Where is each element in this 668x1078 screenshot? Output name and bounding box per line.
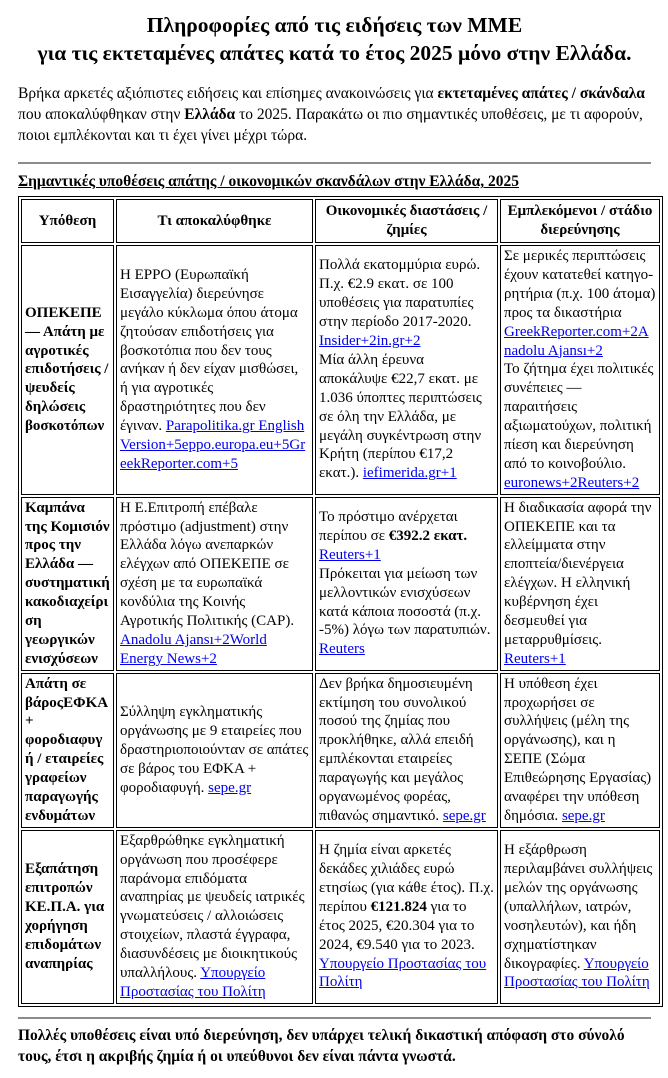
table-header bbox=[21, 199, 660, 243]
page-title-line1: Πληροφορίες από τις ειδήσεις των ΜΜΕ bbox=[146, 13, 523, 37]
table-body bbox=[21, 245, 660, 1004]
source-link[interactable]: Υπουργείο Προστασίας του Πολίτη bbox=[504, 955, 650, 991]
table-header-row bbox=[21, 199, 660, 243]
financial-cell bbox=[315, 830, 498, 1004]
cell-text: Σύλληψη εγκληματικής οργάνωσης με 9 εταιρείες που δραστηριοποιούνταν σε απάτες σε βάρος του ΕΦΚΑ + φοροδιαφυγή. bbox=[120, 703, 309, 796]
source-link[interactable]: sepe.gr bbox=[208, 779, 252, 796]
source-link[interactable]: sepe.gr bbox=[561, 807, 605, 824]
intro-text: που αποκαλύφθηκαν στην bbox=[18, 106, 185, 124]
table-row bbox=[21, 673, 660, 828]
case-cell: Εξαπάτηση επιτροπών ΚΕ.Π.Α. για χορήγηση επιδομάτων αναπηρίας bbox=[21, 830, 114, 1004]
cell-text: Το πρόστιμο ανέρχεται περίπου σε bbox=[319, 509, 458, 544]
cell-text: Η διαδικασία αφορά την ΟΠΕΚΕΠΕ και τα ελλείμματα στην εποπτεία/διενέργεια ελέγχων. Η ελληνική κυβέρνηση έχει δεσμευθεί για μεταρρυθμίσεις. bbox=[504, 499, 652, 648]
source-link[interactable]: Reuters+1 bbox=[504, 650, 566, 667]
cell-text: για το έτος 2025, €20.304 για το 2024, €9.540 για το 2023. bbox=[319, 898, 475, 953]
case-cell: ΟΠΕΚΕΠΕ — Απάτη με αγροτικές επιδοτήσεις / ψευδείς δηλώσεις βοσκοτόπων bbox=[21, 245, 114, 495]
source-link[interactable]: Reuters+1 bbox=[319, 546, 381, 563]
source-link[interactable]: euronews+2Reuters+2 bbox=[504, 474, 640, 491]
involved-cell bbox=[500, 245, 660, 495]
source-link[interactable]: Anadolu Ajansı+2World Energy News+2 bbox=[120, 631, 267, 667]
cell-text: Η EPPO (Ευρωπαϊκή Εισαγγελία) διερεύνησε μεγάλο κύκλωμα όπου άτομα ζητούσαν επιδοτήσεις για βοσκοτόπια που δεν τους ανήκαν ή δεν είχαν μισθώσει, ή για αγροτικές δραστηριότητες που δεν έγιναν. bbox=[120, 266, 299, 435]
involved-cell bbox=[500, 497, 660, 671]
cell-text: Η εξάρθρωση περιλαμβάνει συλλήψεις μελών της οργάνωσης (υπαλλήλων, ιατρών, νοσηλευτών), και ήδη σχηματίστηκαν δικογραφίες. bbox=[504, 842, 653, 972]
cell-text: Δεν βρήκα δημοσιευμένη εκτίμηση του συνολικού ποσού της ζημίας που προκλήθηκε, αλλά επειδή εμπλέκονται εταιρείες παραγωγής και μεγάλος οργανωμένος φορέας, πιθανώς σημαντικό. bbox=[319, 675, 474, 824]
header-cell-financial: Οικονομικές διαστάσεις / ζημίες bbox=[315, 199, 498, 243]
financial-cell bbox=[315, 497, 498, 671]
intro-text: Βρήκα αρκετές αξιόπιστες ειδήσεις και επίσημες ανακοινώσεις για bbox=[18, 85, 438, 103]
source-link[interactable]: GreekReporter.com+2Anadolu Ajansı+2 bbox=[504, 323, 649, 359]
bottom-divider bbox=[18, 1017, 651, 1019]
intro-paragraph bbox=[18, 83, 651, 146]
source-link[interactable]: Reuters bbox=[319, 641, 365, 658]
source-link[interactable]: iefimerida.gr+1 bbox=[362, 465, 457, 482]
financial-cell bbox=[315, 245, 498, 495]
involved-cell bbox=[500, 830, 660, 1004]
case-cell: Απάτη σε βάροςΕΦΚΑ+ φοροδιαφυγή / εταιρείες γραφείων παραγωγής ενδυμάτων bbox=[21, 673, 114, 828]
cell-text: Σε μερικές περιπτώσεις έχουν κατατεθεί κατηγο-ρητήρια (π.χ. 100 άτομα) προς τα δικαστήρια bbox=[504, 248, 656, 321]
cell-text: Το ζήτημα έχει πολιτικές συνέπειες — παραιτήσεις αξιωματούχων, πολιτική πίεση και διερεύνηση από το κοινοβούλιο. bbox=[504, 361, 654, 472]
intro-text: το 2025. Παρακάτω οι πιο σημαντικές υποθέσεις, με τι αφορούν, ποιοι εμπλέκονται και τι έχει γίνει μέχρι τώρα. bbox=[18, 106, 643, 145]
top-divider bbox=[18, 162, 651, 164]
cell-text: Η ζημία είναι αρκετές δεκάδες χιλιάδες ευρώ ετησίως (για κάθε έτος). Π.χ. περίπου bbox=[319, 842, 494, 915]
cell-text: Η υπόθεση έχει προχωρήσει σε συλλήψεις (μέλη της οργάνωσης), και η ΣΕΠΕ (Σώμα Επιθεώρησης Εργασίας) αναφέρει την υπόθεση δημόσια. bbox=[504, 675, 652, 824]
source-link[interactable]: Insider+2in.gr+2 bbox=[319, 333, 421, 350]
source-link[interactable]: Υπουργείο Προστασίας του Πολίτη bbox=[120, 965, 266, 1000]
cell-text: Εξαρθρώθηκε εγκληματική οργάνωση που προσέφερε παράνομα επιδόματα αναπηρίας με ψευδείς ιατρικές γνωματεύσεις / αλλοιώσεις στοιχείων, πλαστά έγγραφα, διασυνδέσεις με διοικητικούς υπαλλήλους. bbox=[120, 832, 305, 981]
footer-note: Πολλές υποθέσεις είναι υπό διερεύνηση, δεν υπάρχει τελική δικαστική απόφαση στο σύνολό τους, έτσι η ακριβής ζημία ή οι υπεύθυνοι δεν είναι πάντα γνωστά. bbox=[18, 1026, 625, 1066]
source-link[interactable]: Υπουργείο Προστασίας του Πολίτη bbox=[319, 955, 487, 991]
involved-cell bbox=[500, 673, 660, 828]
source-link[interactable]: sepe.gr bbox=[442, 807, 486, 824]
revealed-cell bbox=[116, 673, 313, 828]
intro-bold-fraud: εκτεταμένες απάτες / σκάνδαλα bbox=[437, 85, 645, 103]
revealed-cell bbox=[116, 497, 313, 671]
fraud-cases-table bbox=[18, 196, 663, 1007]
source-link[interactable]: Parapolitika.gr English Version+5eppo.europa.eu+5GreekReporter.com+5 bbox=[120, 418, 306, 472]
case-cell: Καμπάνα της Κομισιόν προς την Ελλάδα — συστηματική κακοδιαχείριση γεωργικών ενισχύσεων bbox=[21, 497, 114, 671]
page-title-line2: για τις εκτεταμένες απάτες κατά το έτος 2025 μόνο στην Ελλάδα. bbox=[37, 40, 632, 65]
table-row bbox=[21, 830, 660, 1004]
header-cell-involved: Εμπλεκόμενοι / στάδιο διερεύνησης bbox=[500, 199, 660, 243]
header-cell-revealed: Τι αποκαλύφθηκε bbox=[116, 199, 313, 243]
amount-emphasis: €392.2 εκατ. bbox=[388, 527, 468, 544]
financial-cell bbox=[315, 673, 498, 828]
cell-text: Η Ε.Επιτροπή επέβαλε πρόστιμο (adjustment) στην Ελλάδα λόγω ανεπαρκών ελέγχων από ΟΠΕΚΕΠΕ σε σχέση με τα ευρωπαϊκά κονδύλια της Κοινής Αγροτικής Πολιτικής (CAP). bbox=[120, 499, 295, 629]
revealed-cell bbox=[116, 830, 313, 1004]
table-heading: Σημαντικές υποθέσεις απάτης / οικονομικών σκανδάλων στην Ελλάδα, 2025 bbox=[18, 173, 519, 191]
table-row bbox=[21, 245, 660, 495]
cell-text: Πρόκειται για μείωση των μελλοντικών ενισχύσεων κατά κάποια ποσοστά (π.χ. -5%) λόγω των παρατυπιών. bbox=[319, 565, 491, 639]
page-title bbox=[18, 12, 651, 67]
revealed-cell bbox=[116, 245, 313, 495]
amount-emphasis: €121.824 bbox=[370, 898, 427, 915]
table-row bbox=[21, 497, 660, 671]
cell-text: Πολλά εκατομμύρια ευρώ. Π.χ. €2.9 εκατ. σε 100 υποθέσεις για παρατυπίες στην περίοδο 2017-2020. bbox=[319, 257, 481, 331]
header-cell-case: Υπόθεση bbox=[21, 199, 114, 243]
cell-text: Μία άλλη έρευνα αποκάλυψε €22,7 εκατ. με 1.036 ύποπτες περιπτώσεις σε όλη την Ελλάδα, με μεγάλη συγκέντρωση στην Κρήτη (περίπου €17,2 εκατ.). bbox=[319, 351, 482, 482]
intro-bold-greece: Ελλάδα bbox=[184, 106, 236, 124]
